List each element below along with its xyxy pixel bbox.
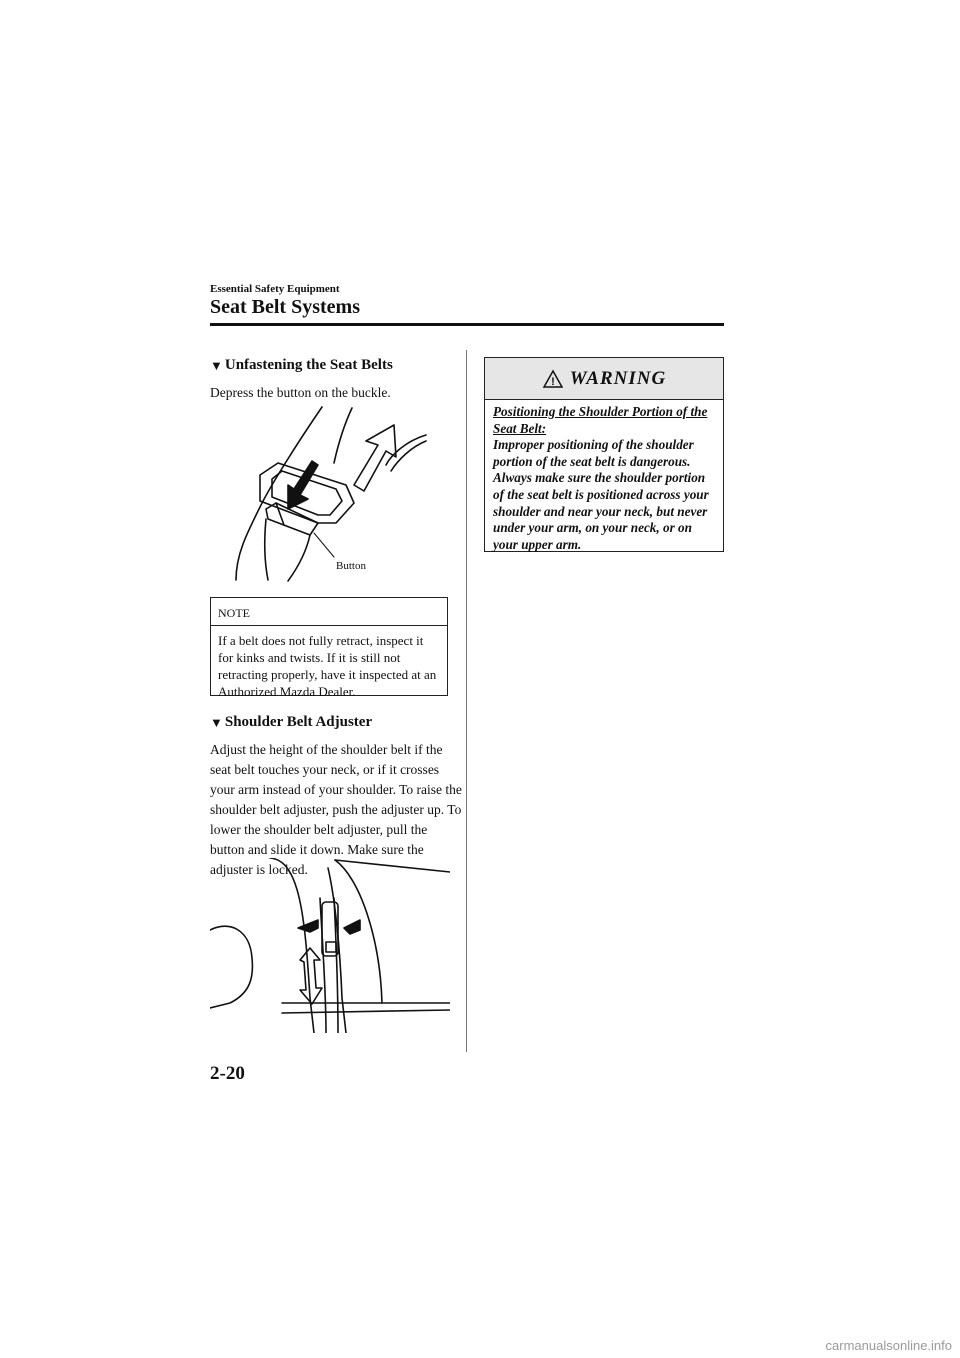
button-callout-label: Button (336, 560, 366, 572)
unfasten-text: Depress the button on the buckle. (210, 385, 391, 400)
note-box (210, 597, 448, 699)
page-number: 2-20 (210, 1063, 245, 1084)
warning-title: WARNING (569, 367, 667, 389)
warning-box (484, 357, 724, 552)
warning-body (485, 400, 723, 553)
adjuster-heading-text: Shoulder Belt Adjuster (224, 714, 373, 730)
adjuster-text: Adjust the height of the shoulder belt if the seat belt touches your neck, or if it crosses your arm instead of your shoulder. To raise the shoulder belt adjuster, push the adjuster up. To lower the shoulder belt adjuster, pull the button and slide it down. Make sure the adjuster is locked. (210, 742, 462, 877)
watermark: carmanualsonline.info (825, 1338, 952, 1353)
triangle-marker-icon: ▼ (210, 357, 223, 373)
adjuster-heading (210, 714, 372, 731)
warning-text: Improper positioning of the shoulder portion of the seat belt is dangerous. Always make sure the shoulder portion of the seat belt is positioned across your shoulder and near your neck, but never under your arm, on your neck, or on your upper arm. (493, 437, 709, 552)
triangle-marker-icon: ▼ (210, 714, 223, 730)
page-title: Seat Belt Systems (210, 296, 360, 318)
unfasten-heading-text: Unfastening the Seat Belts (224, 357, 393, 373)
warning-triangle-icon (542, 369, 564, 389)
section-label: Essential Safety Equipment (210, 283, 340, 295)
adjuster-illustration (210, 858, 450, 1033)
warning-exclamation: ! (550, 375, 555, 388)
note-text: If a belt does not fully retract, inspect it for kinks and twists. If it is still not retracting properly, have it inspected at an Authorized Mazda Dealer. (218, 633, 437, 699)
warning-header (485, 358, 723, 400)
buckle-illustration (226, 405, 436, 585)
note-heading: NOTE (211, 598, 447, 626)
warning-subheading: Positioning the Shoulder Portion of the Seat Belt: (493, 404, 708, 436)
column-divider (466, 350, 467, 1052)
unfasten-heading (210, 357, 393, 374)
title-rule (210, 323, 724, 326)
